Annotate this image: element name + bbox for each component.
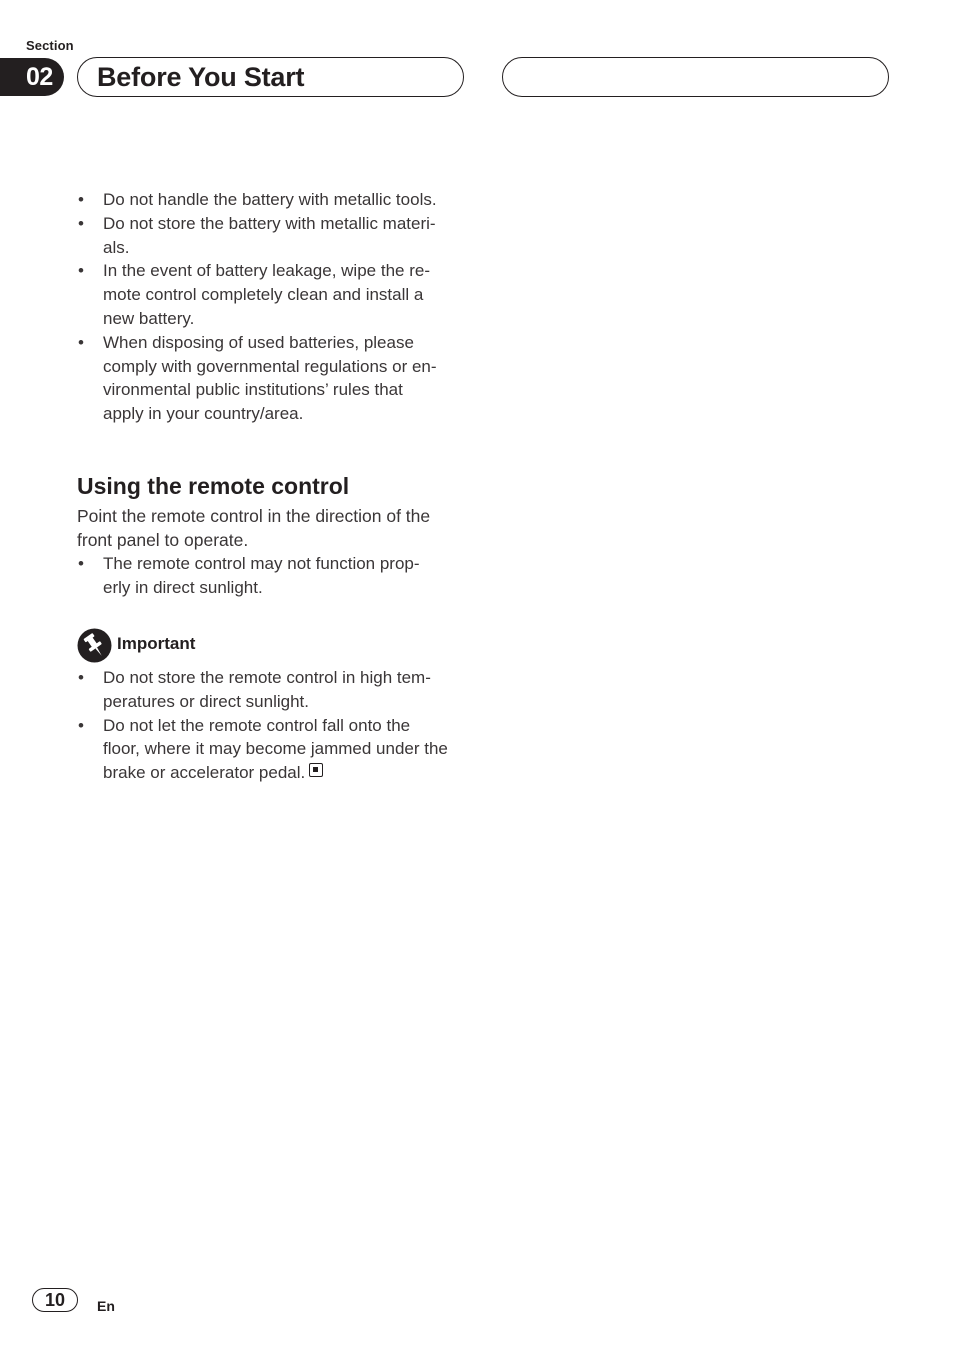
list-item [78,259,464,330]
list-item-line: Do not store the battery with metallic materi- [103,213,436,233]
bullet: • [78,261,84,281]
list-item-line: comply with governmental regulations or en- [103,356,437,376]
list-item [78,188,464,212]
section-number-badge: 02 [0,58,64,96]
important-label: Important [117,634,196,653]
list-item-line: apply in your country/area. [103,404,304,424]
section-label: Section [26,38,74,53]
list-item-line: peratures or direct sunlight. [103,691,309,711]
remote-notes-list [78,552,464,600]
bullet: • [78,715,84,735]
list-item [78,714,464,785]
list-item-line: The remote control may not function prop- [103,554,420,573]
list-item-line: In the event of battery leakage, wipe the re- [103,261,430,281]
battery-notes-list [78,188,464,426]
list-item-line: Do not store the remote control in high tem- [103,668,431,687]
paragraph-line: Point the remote control in the direction of the [77,506,431,526]
list-item-line: Do not handle the battery with metallic tools. [103,190,437,209]
list-item-line: floor, where it may become jammed under the [103,739,448,759]
end-of-section-icon [309,763,323,777]
list-item-line: erly in direct sunlight. [103,577,263,597]
list-item-line: vironmental public institutions’ rules that [103,380,403,400]
right-header-frame [502,57,889,97]
list-item [78,552,464,600]
list-item [78,666,464,714]
bullet: • [78,332,84,352]
bullet: • [78,213,84,233]
bullet: • [78,668,84,687]
list-item-line: new battery. [103,308,195,328]
bullet: • [78,554,84,573]
intro-paragraph [77,504,467,552]
list-item-line: als. [103,237,130,257]
section-heading: Using the remote control [77,473,350,499]
page-number: 10 [32,1288,78,1312]
list-item [78,331,464,426]
list-item [78,212,464,260]
important-pin-icon [77,628,112,663]
important-notes-list [78,666,464,785]
list-item-line: mote control completely clean and install a [103,285,424,305]
list-item-line: When disposing of used batteries, please [103,332,414,352]
language-code: En [97,1298,115,1314]
list-item-line: Do not let the remote control fall onto the [103,715,411,735]
bullet: • [78,190,84,209]
list-item-line: brake or accelerator pedal. [103,763,306,783]
paragraph-line: front panel to operate. [77,530,249,550]
page-title: Before You Start [97,62,305,92]
